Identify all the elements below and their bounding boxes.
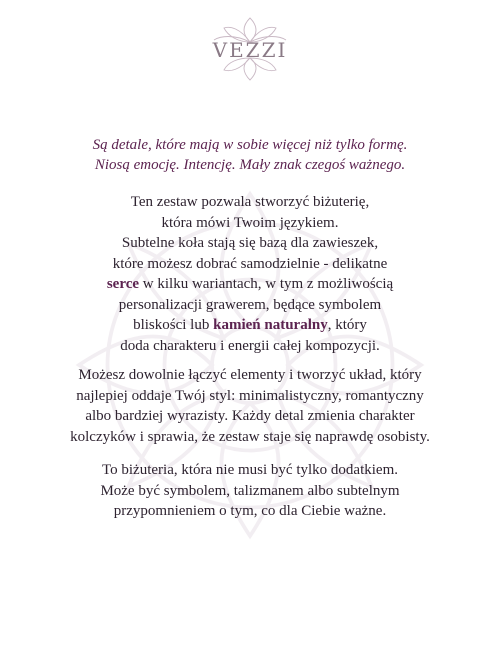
logo-wordmark: VEZZI <box>212 38 288 62</box>
paragraph-line: personalizacji grawerem, będące symbolem <box>118 296 382 313</box>
paragraph-line: To biżuteria, która nie musi być tylko dodatkiem. <box>102 462 398 478</box>
paragraph-line: doda charakteru i energii całej kompozycji. <box>120 337 380 354</box>
paragraph-line <box>20 274 480 295</box>
paragraph-line: która mówi Twoim językiem. <box>161 214 339 231</box>
intro-text <box>20 135 480 175</box>
highlight-heart: serce <box>106 276 140 292</box>
intro-line: Są detale, które mają w sobie więcej niż tylko formę. <box>92 137 408 153</box>
paragraph-line <box>20 315 480 336</box>
paragraph-line: najlepiej oddaje Twój styl: minimalistyczny, romantyczny <box>76 387 424 404</box>
paragraph-line: Może być symbolem, talizmanem albo subtelnym <box>100 482 400 499</box>
paragraph-line: Subtelne koła stają się bazą dla zawieszek, <box>121 235 379 251</box>
paragraph-line: albo bardziej wyrazisty. Każdy detal zmienia charakter <box>85 408 415 424</box>
paragraph-line: które możesz dobrać samodzielnie - delikatne <box>112 255 388 272</box>
paragraph-line: kolczyków i sprawia, że zestaw staje się naprawdę osobisty. <box>70 428 430 445</box>
intro-line: Niosą emocję. Intencję. Mały znak czegoś ważnego. <box>94 157 406 173</box>
paragraph-line-rest: w kilku wariantach, w tym z możliwością <box>139 276 394 292</box>
paragraph-closing <box>20 460 480 522</box>
paragraph-style-freedom <box>20 365 480 447</box>
paragraph-line: Możesz dowolnie łączyć elementy i tworzyć układ, który <box>78 367 422 383</box>
paragraph-set-description <box>20 192 480 356</box>
brand-logo <box>200 14 300 84</box>
paragraph-line: przypomnieniem o tym, co dla Ciebie ważne. <box>113 503 387 519</box>
paragraph-line-pre: bliskości lub <box>133 317 214 333</box>
highlight-natural-stone: kamień naturalny <box>213 317 328 333</box>
paragraph-line-post: , który <box>327 317 367 333</box>
paragraph-line: Ten zestaw pozwala stworzyć biżuterię, <box>130 194 370 210</box>
